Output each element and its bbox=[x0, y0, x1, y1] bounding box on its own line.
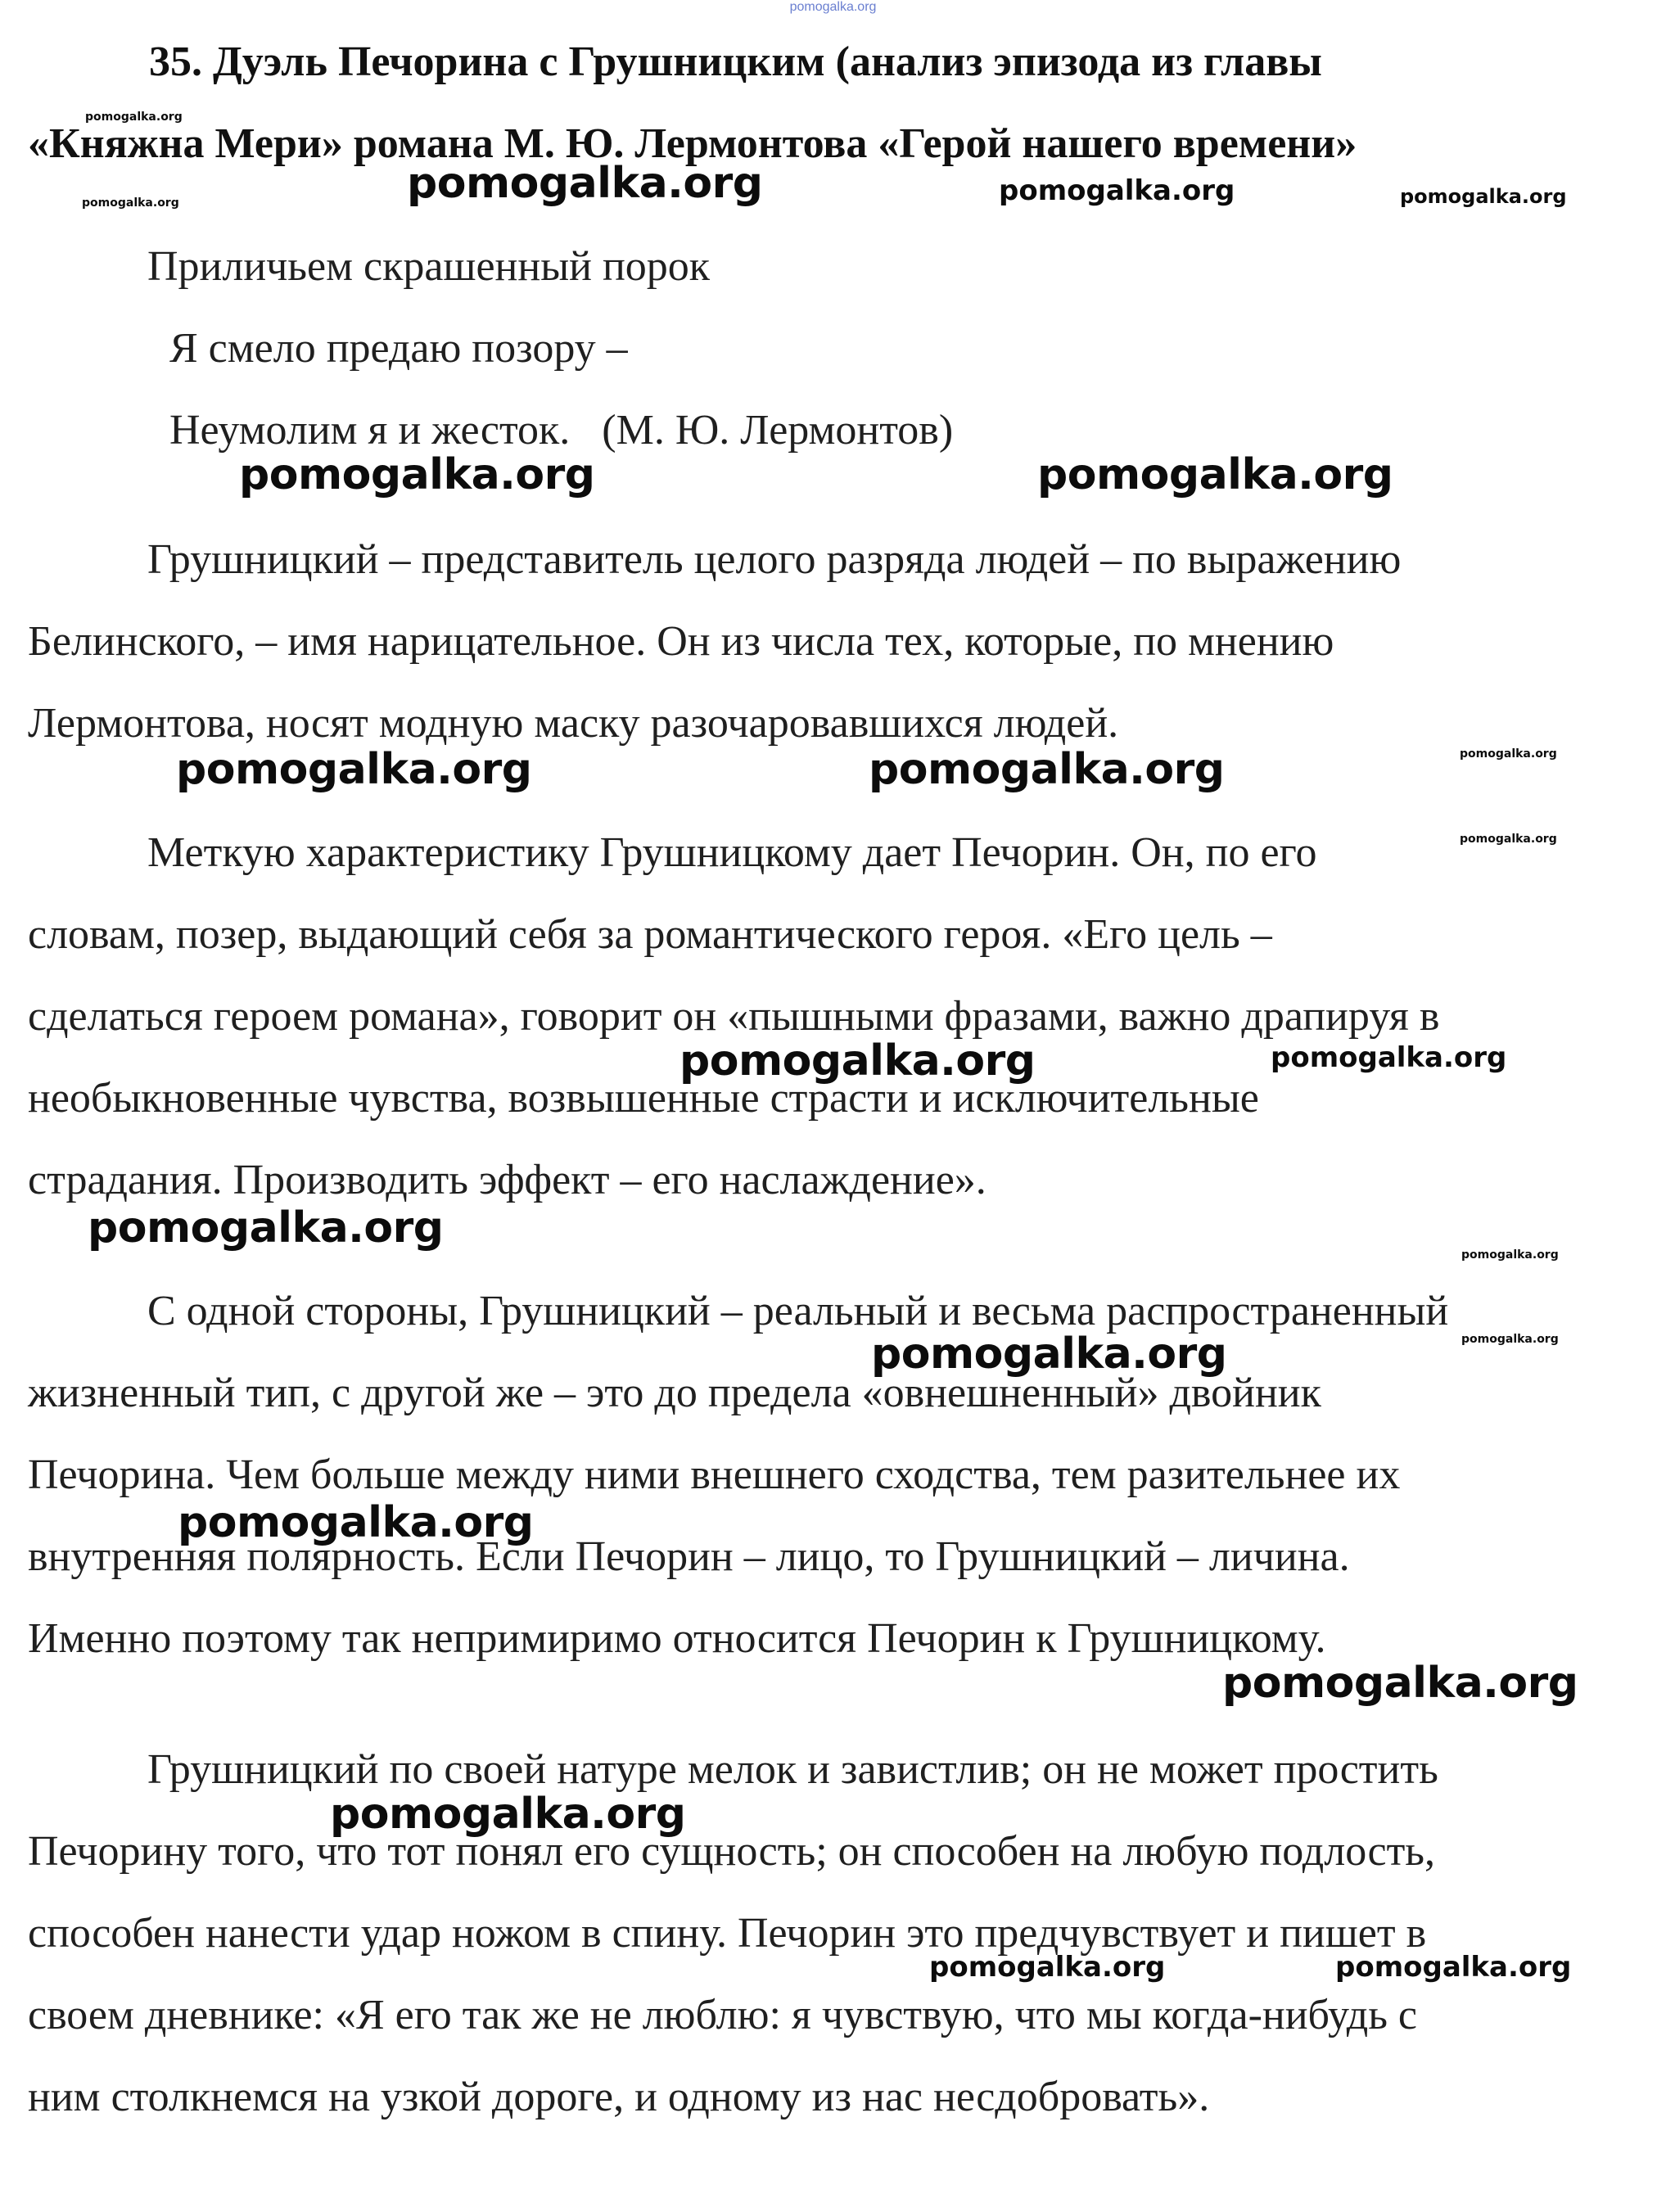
watermark: pomogalka.org bbox=[1271, 1041, 1507, 1074]
text-line: Грушницкий – представитель целого разряда людей – по выражению bbox=[147, 536, 1402, 583]
watermark: pomogalka.org bbox=[871, 1329, 1227, 1379]
top-watermark: pomogalka.org bbox=[789, 0, 877, 14]
watermark: pomogalka.org bbox=[88, 1203, 444, 1253]
watermark: pomogalka.org bbox=[1222, 1659, 1578, 1708]
watermark: pomogalka.org bbox=[679, 1036, 1036, 1086]
title-line-1: 35. Дуэль Печорина с Грушницким (анализ эпизода из главы bbox=[149, 38, 1322, 85]
watermark: pomogalka.org bbox=[1461, 1248, 1559, 1262]
epigraph-line-1: Приличьем скрашенный порок bbox=[147, 243, 711, 290]
text-line: Именно поэтому так непримиримо относится Печорин к Грушницкому. bbox=[28, 1615, 1326, 1662]
title-line-2: «Княжна Мери» романа М. Ю. Лермонтова «Герой нашего времени» bbox=[28, 120, 1357, 167]
text-line: Лермонтова, носят модную маску разочаровавшихся людей. bbox=[28, 700, 1119, 747]
text-line: Белинского, – имя нарицательное. Он из числа тех, которые, по мнению bbox=[28, 618, 1334, 665]
text-line: словам, позер, выдающий себя за романтического героя. «Его цель – bbox=[28, 911, 1272, 958]
text-line: Печорина. Чем больше между ними внешнего сходства, тем разительнее их bbox=[28, 1451, 1401, 1498]
text-line: С одной стороны, Грушницкий – реальный и весьма распространенный bbox=[147, 1288, 1449, 1334]
epigraph-line-2: Я смело предаю позору – bbox=[169, 325, 628, 372]
watermark: pomogalka.org bbox=[330, 1790, 686, 1839]
text-line: внутренняя полярность. Если Печорин – лицо, то Грушницкий – личина. bbox=[28, 1533, 1350, 1580]
watermark: pomogalka.org bbox=[869, 745, 1225, 794]
watermark: pomogalka.org bbox=[1037, 450, 1393, 499]
watermark: pomogalka.org bbox=[1460, 747, 1557, 761]
watermark: pomogalka.org bbox=[239, 450, 595, 499]
watermark: pomogalka.org bbox=[929, 1951, 1166, 1984]
text-line: страдания. Производить эффект – его наслаждение». bbox=[28, 1157, 987, 1203]
text-line: Меткую характеристику Грушницкому дает Печорин. Он, по его bbox=[147, 829, 1317, 876]
epigraph-line-3: Неумолим я и жесток. (М. Ю. Лермонтов) bbox=[169, 407, 954, 454]
text-line: Печорину того, что тот понял его сущность; он способен на любую подлость, bbox=[28, 1828, 1436, 1875]
watermark: pomogalka.org bbox=[178, 1498, 534, 1547]
text-line: необыкновенные чувства, возвышенные страсти и исключительные bbox=[28, 1075, 1259, 1122]
text-line: жизненный тип, с другой же – это до предела «овнешненный» двойник bbox=[28, 1370, 1321, 1416]
watermark: pomogalka.org bbox=[82, 196, 179, 210]
watermark: pomogalka.org bbox=[999, 174, 1235, 207]
text-line: Грушницкий по своей натуре мелок и завистлив; он не может простить bbox=[147, 1746, 1438, 1793]
text-line: своем дневнике: «Я его так же не люблю: я чувствую, что мы когда-нибудь с bbox=[28, 1992, 1418, 2038]
watermark: pomogalka.org bbox=[1460, 833, 1557, 846]
text-line: способен нанести удар ножом в спину. Печорин это предчувствует и пишет в bbox=[28, 1910, 1427, 1957]
watermark: pomogalka.org bbox=[407, 159, 763, 208]
text-line: ним столкнемся на узкой дороге, и одному из нас несдобровать». bbox=[28, 2074, 1210, 2120]
text-line: сделаться героем романа», говорит он «пышными фразами, важно драпируя в bbox=[28, 993, 1440, 1040]
watermark: pomogalka.org bbox=[1335, 1951, 1572, 1984]
watermark: pomogalka.org bbox=[176, 745, 532, 794]
watermark: pomogalka.org bbox=[85, 111, 183, 124]
watermark: pomogalka.org bbox=[1461, 1333, 1559, 1346]
watermark: pomogalka.org bbox=[1400, 185, 1567, 208]
